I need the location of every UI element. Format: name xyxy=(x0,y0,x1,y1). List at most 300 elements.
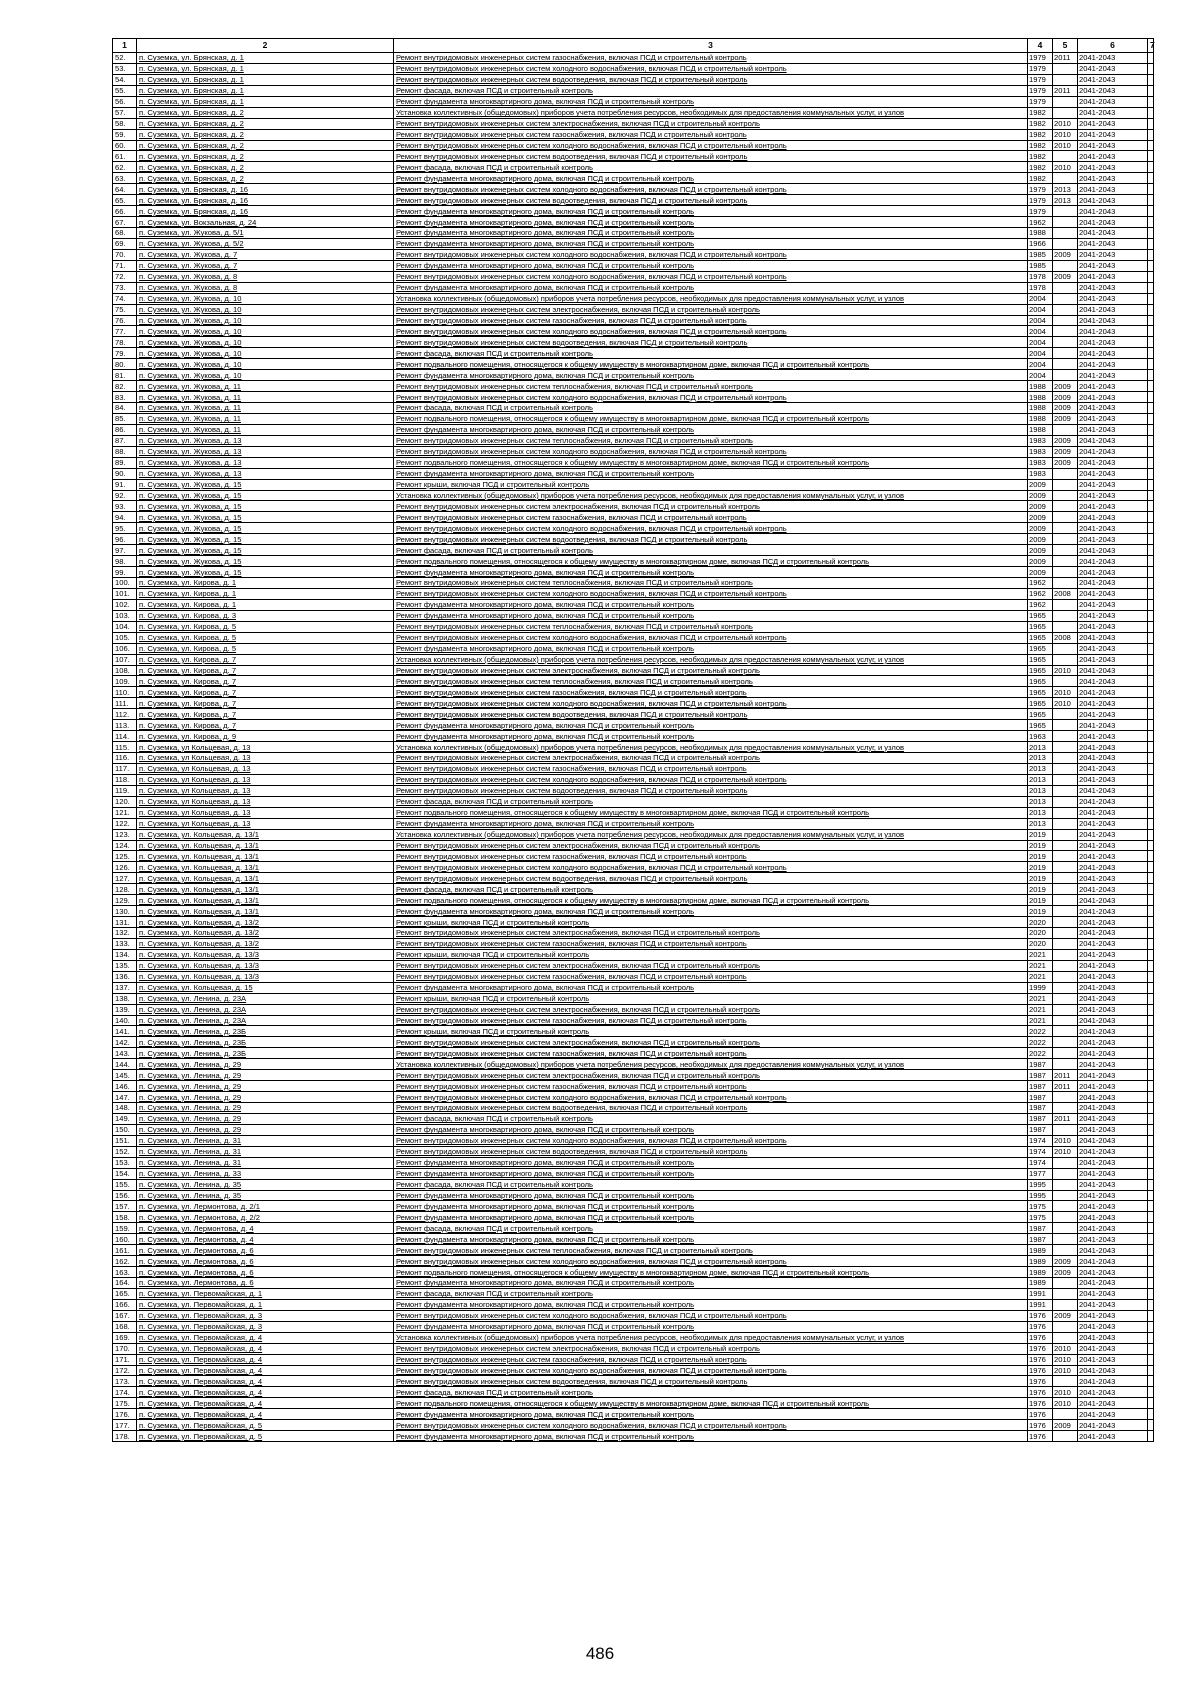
address-cell: п. Суземка, ул. Кольцевая, д. 13/1 xyxy=(137,895,394,906)
table-row xyxy=(113,993,1154,1004)
row-number-cell: 63. xyxy=(113,173,137,184)
extra-cell-cell xyxy=(1148,96,1154,107)
planned-period-cell: 2041-2043 xyxy=(1078,1278,1148,1289)
address-cell: п. Суземка, ул. Первомайская, д. 4 xyxy=(137,1409,394,1420)
work-type-cell: Ремонт подвального помещения, относящегося к общему имуществу в многоквартирном доме, включая ПСД и строительный контроль xyxy=(394,1398,1028,1409)
table-row xyxy=(113,424,1154,435)
planned-period-cell: 2041-2043 xyxy=(1078,1059,1148,1070)
table-row xyxy=(113,1201,1154,1212)
extra-cell-cell xyxy=(1148,337,1154,348)
table-row xyxy=(113,753,1154,764)
table-row xyxy=(113,413,1154,424)
table-row xyxy=(113,1004,1154,1015)
row-number-cell: 177. xyxy=(113,1420,137,1431)
year-built-cell: 2013 xyxy=(1028,818,1053,829)
work-type-cell: Ремонт внутридомовых инженерных систем водоотведения, включая ПСД и строительный контроль xyxy=(394,1146,1028,1157)
planned-period-cell: 2041-2043 xyxy=(1078,228,1148,239)
extra-cell-cell xyxy=(1148,1179,1154,1190)
address-cell: п. Суземка, ул. Первомайская, д. 4 xyxy=(137,1354,394,1365)
table-row xyxy=(113,392,1154,403)
work-type-cell: Ремонт фундамента многоквартирного дома, включая ПСД и строительный контроль xyxy=(394,370,1028,381)
work-type-cell: Установка коллективных (общедомовых) приборов учета потребления ресурсов, необходимых для предоставления коммунальных услуг, и узлов xyxy=(394,293,1028,304)
planned-period-cell: 2041-2043 xyxy=(1078,1387,1148,1398)
planned-period-cell: 2041-2043 xyxy=(1078,1332,1148,1343)
address-cell: п. Суземка, ул. Ленина, д. 31 xyxy=(137,1135,394,1146)
address-cell: п. Суземка, ул. Ленина, д. 23А xyxy=(137,1015,394,1026)
year-built-cell: 1987 xyxy=(1028,1070,1053,1081)
row-number-cell: 150. xyxy=(113,1124,137,1135)
table-row xyxy=(113,632,1154,643)
year-last-repair-cell xyxy=(1053,851,1078,862)
row-number-cell: 104. xyxy=(113,621,137,632)
year-last-repair-cell: 2009 xyxy=(1053,1310,1078,1321)
row-number-cell: 67. xyxy=(113,217,137,228)
extra-cell-cell xyxy=(1148,293,1154,304)
year-built-cell: 2019 xyxy=(1028,884,1053,895)
year-built-cell: 1976 xyxy=(1028,1321,1053,1332)
planned-period-cell: 2041-2043 xyxy=(1078,435,1148,446)
row-number-cell: 131. xyxy=(113,917,137,928)
planned-period-cell: 2041-2043 xyxy=(1078,1168,1148,1179)
work-type-cell: Ремонт фундамента многоквартирного дома, включая ПСД и строительный контроль xyxy=(394,610,1028,621)
year-last-repair-cell: 2010 xyxy=(1053,1387,1078,1398)
table-row xyxy=(113,479,1154,490)
year-built-cell: 1985 xyxy=(1028,260,1053,271)
address-cell: п. Суземка, ул. Кольцевая, д. 13/2 xyxy=(137,938,394,949)
address-cell: п. Суземка, ул. Жукова, д. 11 xyxy=(137,381,394,392)
table-row xyxy=(113,1387,1154,1398)
address-cell: п. Суземка, ул. Жукова, д. 11 xyxy=(137,413,394,424)
work-type-cell: Установка коллективных (общедомовых) приборов учета потребления ресурсов, необходимых для предоставления коммунальных услуг, и узлов xyxy=(394,1059,1028,1070)
table-row xyxy=(113,643,1154,654)
extra-cell-cell xyxy=(1148,359,1154,370)
row-number-cell: 65. xyxy=(113,195,137,206)
extra-cell-cell xyxy=(1148,906,1154,917)
year-last-repair-cell xyxy=(1053,949,1078,960)
work-type-cell: Установка коллективных (общедомовых) приборов учета потребления ресурсов, необходимых для предоставления коммунальных услуг, и узлов xyxy=(394,1332,1028,1343)
year-last-repair-cell xyxy=(1053,370,1078,381)
extra-cell-cell xyxy=(1148,785,1154,796)
table-row xyxy=(113,1376,1154,1387)
address-cell: п. Суземка, ул. Жукова, д. 13 xyxy=(137,446,394,457)
year-built-cell: 2019 xyxy=(1028,862,1053,873)
extra-cell-cell xyxy=(1148,588,1154,599)
planned-period-cell: 2041-2043 xyxy=(1078,1015,1148,1026)
address-cell: п. Суземка, ул. Кирова, д. 7 xyxy=(137,654,394,665)
year-built-cell: 1989 xyxy=(1028,1278,1053,1289)
table-header-row xyxy=(113,39,1154,53)
year-built-cell: 2009 xyxy=(1028,534,1053,545)
work-type-cell: Ремонт фундамента многоквартирного дома, включая ПСД и строительный контроль xyxy=(394,217,1028,228)
year-built-cell: 2009 xyxy=(1028,556,1053,567)
planned-period-cell: 2041-2043 xyxy=(1078,381,1148,392)
table-row xyxy=(113,1135,1154,1146)
year-built-cell: 1965 xyxy=(1028,610,1053,621)
row-number-cell: 86. xyxy=(113,424,137,435)
year-built-cell: 2020 xyxy=(1028,928,1053,939)
extra-cell-cell xyxy=(1148,1245,1154,1256)
planned-period-cell: 2041-2043 xyxy=(1078,687,1148,698)
row-number-cell: 175. xyxy=(113,1398,137,1409)
extra-cell-cell xyxy=(1148,1234,1154,1245)
work-type-cell: Ремонт фундамента многоквартирного дома, включая ПСД и строительный контроль xyxy=(394,1157,1028,1168)
year-built-cell: 2004 xyxy=(1028,293,1053,304)
table-row xyxy=(113,1431,1154,1442)
extra-cell-cell xyxy=(1148,348,1154,359)
address-cell: п. Суземка, ул Кольцевая, д. 13 xyxy=(137,796,394,807)
header-col-5: 5 xyxy=(1053,39,1078,53)
row-number-cell: 80. xyxy=(113,359,137,370)
planned-period-cell: 2041-2043 xyxy=(1078,665,1148,676)
year-built-cell: 1988 xyxy=(1028,403,1053,414)
extra-cell-cell xyxy=(1148,424,1154,435)
row-number-cell: 101. xyxy=(113,588,137,599)
planned-period-cell: 2041-2043 xyxy=(1078,567,1148,578)
year-last-repair-cell: 2009 xyxy=(1053,457,1078,468)
address-cell: п. Суземка, ул. Брянская, д. 16 xyxy=(137,195,394,206)
extra-cell-cell xyxy=(1148,228,1154,239)
extra-cell-cell xyxy=(1148,698,1154,709)
table-row xyxy=(113,1256,1154,1267)
year-last-repair-cell xyxy=(1053,359,1078,370)
table-row xyxy=(113,1245,1154,1256)
row-number-cell: 163. xyxy=(113,1267,137,1278)
planned-period-cell: 2041-2043 xyxy=(1078,578,1148,589)
table-row xyxy=(113,1168,1154,1179)
year-built-cell: 1991 xyxy=(1028,1299,1053,1310)
year-built-cell: 1999 xyxy=(1028,982,1053,993)
row-number-cell: 105. xyxy=(113,632,137,643)
extra-cell-cell xyxy=(1148,392,1154,403)
work-type-cell: Ремонт внутридомовых инженерных систем электроснабжения, включая ПСД и строительный контроль xyxy=(394,304,1028,315)
work-type-cell: Ремонт внутридомовых инженерных систем холодного водоснабжения, включая ПСД и строительный контроль xyxy=(394,862,1028,873)
year-last-repair-cell xyxy=(1053,545,1078,556)
extra-cell-cell xyxy=(1148,435,1154,446)
row-number-cell: 52. xyxy=(113,53,137,64)
work-type-cell: Ремонт фундамента многоквартирного дома, включая ПСД и строительный контроль xyxy=(394,238,1028,249)
work-type-cell: Ремонт внутридомовых инженерных систем газоснабжения, включая ПСД и строительный контроль xyxy=(394,1354,1028,1365)
year-built-cell: 1988 xyxy=(1028,413,1053,424)
year-last-repair-cell: 2011 xyxy=(1053,1081,1078,1092)
work-type-cell: Ремонт внутридомовых инженерных систем теплоснабжения, включая ПСД и строительный контроль xyxy=(394,621,1028,632)
planned-period-cell: 2041-2043 xyxy=(1078,501,1148,512)
year-built-cell: 1975 xyxy=(1028,1201,1053,1212)
work-type-cell: Ремонт внутридомовых инженерных систем холодного водоснабжения, включая ПСД и строительный контроль xyxy=(394,140,1028,151)
header-col-6: 6 xyxy=(1078,39,1148,53)
address-cell: п. Суземка, ул. Ленина, д. 29 xyxy=(137,1124,394,1135)
address-cell: п. Суземка, ул. Брянская, д. 1 xyxy=(137,63,394,74)
year-built-cell: 1979 xyxy=(1028,184,1053,195)
table-row xyxy=(113,621,1154,632)
work-type-cell: Ремонт фундамента многоквартирного дома, включая ПСД и строительный контроль xyxy=(394,567,1028,578)
year-last-repair-cell: 2010 xyxy=(1053,665,1078,676)
planned-period-cell: 2041-2043 xyxy=(1078,173,1148,184)
work-type-cell: Ремонт фасада, включая ПСД и строительный контроль xyxy=(394,1179,1028,1190)
row-number-cell: 97. xyxy=(113,545,137,556)
table-row xyxy=(113,599,1154,610)
address-cell: п. Суземка, ул. Вокзальная, д. 24 xyxy=(137,217,394,228)
table-row xyxy=(113,1409,1154,1420)
row-number-cell: 137. xyxy=(113,982,137,993)
table-row xyxy=(113,971,1154,982)
planned-period-cell: 2041-2043 xyxy=(1078,720,1148,731)
work-type-cell: Ремонт внутридомовых инженерных систем газоснабжения, включая ПСД и строительный контроль xyxy=(394,687,1028,698)
row-number-cell: 75. xyxy=(113,304,137,315)
work-type-cell: Ремонт внутридомовых инженерных систем водоотведения, включая ПСД и строительный контроль xyxy=(394,195,1028,206)
year-built-cell: 1974 xyxy=(1028,1146,1053,1157)
planned-period-cell: 2041-2043 xyxy=(1078,392,1148,403)
work-type-cell: Ремонт фасада, включая ПСД и строительный контроль xyxy=(394,1113,1028,1124)
year-built-cell: 1982 xyxy=(1028,173,1053,184)
extra-cell-cell xyxy=(1148,129,1154,140)
planned-period-cell: 2041-2043 xyxy=(1078,359,1148,370)
planned-period-cell: 2041-2043 xyxy=(1078,556,1148,567)
table-row xyxy=(113,53,1154,64)
table-row xyxy=(113,818,1154,829)
planned-period-cell: 2041-2043 xyxy=(1078,632,1148,643)
work-type-cell: Ремонт внутридомовых инженерных систем холодного водоснабжения, включая ПСД и строительный контроль xyxy=(394,698,1028,709)
table-row xyxy=(113,665,1154,676)
planned-period-cell: 2041-2043 xyxy=(1078,304,1148,315)
extra-cell-cell xyxy=(1148,326,1154,337)
table-row xyxy=(113,359,1154,370)
planned-period-cell: 2041-2043 xyxy=(1078,1048,1148,1059)
row-number-cell: 72. xyxy=(113,271,137,282)
address-cell: п. Суземка, ул. Ленина, д. 23Б xyxy=(137,1037,394,1048)
address-cell: п. Суземка, ул. Жукова, д. 5/2 xyxy=(137,238,394,249)
year-last-repair-cell xyxy=(1053,556,1078,567)
extra-cell-cell xyxy=(1148,873,1154,884)
row-number-cell: 138. xyxy=(113,993,137,1004)
extra-cell-cell xyxy=(1148,753,1154,764)
work-type-cell: Ремонт подвального помещения, относящегося к общему имуществу в многоквартирном доме, включая ПСД и строительный контроль xyxy=(394,413,1028,424)
row-number-cell: 70. xyxy=(113,249,137,260)
work-type-cell: Ремонт внутридомовых инженерных систем холодного водоснабжения, включая ПСД и строительный контроль xyxy=(394,271,1028,282)
row-number-cell: 57. xyxy=(113,107,137,118)
year-last-repair-cell: 2010 xyxy=(1053,1398,1078,1409)
year-built-cell: 1976 xyxy=(1028,1343,1053,1354)
planned-period-cell: 2041-2043 xyxy=(1078,545,1148,556)
extra-cell-cell xyxy=(1148,512,1154,523)
row-number-cell: 93. xyxy=(113,501,137,512)
extra-cell-cell xyxy=(1148,665,1154,676)
row-number-cell: 73. xyxy=(113,282,137,293)
extra-cell-cell xyxy=(1148,1201,1154,1212)
planned-period-cell: 2041-2043 xyxy=(1078,217,1148,228)
row-number-cell: 54. xyxy=(113,74,137,85)
work-type-cell: Ремонт внутридомовых инженерных систем холодного водоснабжения, включая ПСД и строительный контроль xyxy=(394,184,1028,195)
extra-cell-cell xyxy=(1148,282,1154,293)
row-number-cell: 116. xyxy=(113,753,137,764)
year-built-cell: 1988 xyxy=(1028,228,1053,239)
work-type-cell: Ремонт фасада, включая ПСД и строительный контроль xyxy=(394,796,1028,807)
extra-cell-cell xyxy=(1148,140,1154,151)
year-last-repair-cell xyxy=(1053,304,1078,315)
year-last-repair-cell xyxy=(1053,479,1078,490)
planned-period-cell: 2041-2043 xyxy=(1078,774,1148,785)
work-type-cell: Ремонт внутридомовых инженерных систем теплоснабжения, включая ПСД и строительный контроль xyxy=(394,381,1028,392)
year-last-repair-cell: 2009 xyxy=(1053,446,1078,457)
row-number-cell: 178. xyxy=(113,1431,137,1442)
address-cell: п. Суземка, ул. Жукова, д. 10 xyxy=(137,359,394,370)
extra-cell-cell xyxy=(1148,545,1154,556)
table-row xyxy=(113,567,1154,578)
year-last-repair-cell xyxy=(1053,107,1078,118)
year-last-repair-cell xyxy=(1053,938,1078,949)
year-built-cell: 1979 xyxy=(1028,53,1053,64)
year-last-repair-cell: 2011 xyxy=(1053,1070,1078,1081)
table-row xyxy=(113,162,1154,173)
year-last-repair-cell xyxy=(1053,993,1078,1004)
planned-period-cell: 2041-2043 xyxy=(1078,348,1148,359)
extra-cell-cell xyxy=(1148,1310,1154,1321)
extra-cell-cell xyxy=(1148,206,1154,217)
year-last-repair-cell xyxy=(1053,578,1078,589)
extra-cell-cell xyxy=(1148,862,1154,873)
year-built-cell: 1965 xyxy=(1028,720,1053,731)
address-cell: п. Суземка, ул. Брянская, д. 1 xyxy=(137,74,394,85)
table-row xyxy=(113,895,1154,906)
work-type-cell: Ремонт подвального помещения, относящегося к общему имуществу в многоквартирном доме, включая ПСД и строительный контроль xyxy=(394,556,1028,567)
planned-period-cell: 2041-2043 xyxy=(1078,1179,1148,1190)
extra-cell-cell xyxy=(1148,370,1154,381)
row-number-cell: 153. xyxy=(113,1157,137,1168)
row-number-cell: 102. xyxy=(113,599,137,610)
year-built-cell: 2021 xyxy=(1028,993,1053,1004)
row-number-cell: 162. xyxy=(113,1256,137,1267)
planned-period-cell: 2041-2043 xyxy=(1078,654,1148,665)
work-type-cell: Ремонт фундамента многоквартирного дома, включая ПСД и строительный контроль xyxy=(394,1409,1028,1420)
extra-cell-cell xyxy=(1148,1135,1154,1146)
table-row xyxy=(113,774,1154,785)
planned-period-cell: 2041-2043 xyxy=(1078,1103,1148,1114)
row-number-cell: 90. xyxy=(113,468,137,479)
table-row xyxy=(113,184,1154,195)
extra-cell-cell xyxy=(1148,490,1154,501)
extra-cell-cell xyxy=(1148,884,1154,895)
planned-period-cell: 2041-2043 xyxy=(1078,140,1148,151)
work-type-cell: Ремонт внутридомовых инженерных систем теплоснабжения, включая ПСД и строительный контроль xyxy=(394,676,1028,687)
year-last-repair-cell: 2011 xyxy=(1053,53,1078,64)
year-built-cell: 2009 xyxy=(1028,567,1053,578)
table-row xyxy=(113,348,1154,359)
table-row xyxy=(113,1420,1154,1431)
work-type-cell: Ремонт фасада, включая ПСД и строительный контроль xyxy=(394,545,1028,556)
row-number-cell: 87. xyxy=(113,435,137,446)
work-type-cell: Ремонт фундамента многоквартирного дома, включая ПСД и строительный контроль xyxy=(394,720,1028,731)
year-built-cell: 1962 xyxy=(1028,599,1053,610)
year-built-cell: 2020 xyxy=(1028,917,1053,928)
row-number-cell: 136. xyxy=(113,971,137,982)
year-built-cell: 2022 xyxy=(1028,1048,1053,1059)
table-row xyxy=(113,1234,1154,1245)
year-built-cell: 1995 xyxy=(1028,1179,1053,1190)
address-cell: п. Суземка, ул. Кольцевая, д. 13/3 xyxy=(137,960,394,971)
year-built-cell: 1965 xyxy=(1028,621,1053,632)
planned-period-cell: 2041-2043 xyxy=(1078,906,1148,917)
table-row xyxy=(113,381,1154,392)
table-row xyxy=(113,1059,1154,1070)
address-cell: п. Суземка, ул. Лермонтова, д. 4 xyxy=(137,1223,394,1234)
work-type-cell: Ремонт внутридомовых инженерных систем газоснабжения, включая ПСД и строительный контроль xyxy=(394,1015,1028,1026)
row-number-cell: 111. xyxy=(113,698,137,709)
planned-period-cell: 2041-2043 xyxy=(1078,862,1148,873)
extra-cell-cell xyxy=(1148,621,1154,632)
table-row xyxy=(113,315,1154,326)
work-type-cell: Ремонт внутридомовых инженерных систем теплоснабжения, включая ПСД и строительный контроль xyxy=(394,578,1028,589)
year-built-cell: 1965 xyxy=(1028,643,1053,654)
table-row xyxy=(113,545,1154,556)
extra-cell-cell xyxy=(1148,895,1154,906)
year-last-repair-cell xyxy=(1053,501,1078,512)
table-row xyxy=(113,151,1154,162)
header-col-1: 1 xyxy=(113,39,137,53)
extra-cell-cell xyxy=(1148,1256,1154,1267)
work-type-cell: Ремонт внутридомовых инженерных систем электроснабжения, включая ПСД и строительный контроль xyxy=(394,665,1028,676)
work-type-cell: Ремонт фасада, включая ПСД и строительный контроль xyxy=(394,1223,1028,1234)
row-number-cell: 171. xyxy=(113,1354,137,1365)
year-last-repair-cell xyxy=(1053,731,1078,742)
address-cell: п. Суземка, ул. Кирова, д. 7 xyxy=(137,720,394,731)
table-row xyxy=(113,851,1154,862)
year-built-cell: 1983 xyxy=(1028,446,1053,457)
address-cell: п. Суземка, ул. Брянская, д. 16 xyxy=(137,206,394,217)
planned-period-cell: 2041-2043 xyxy=(1078,818,1148,829)
row-number-cell: 165. xyxy=(113,1288,137,1299)
planned-period-cell: 2041-2043 xyxy=(1078,1212,1148,1223)
work-type-cell: Ремонт внутридомовых инженерных систем газоснабжения, включая ПСД и строительный контроль xyxy=(394,938,1028,949)
address-cell: п. Суземка, ул Кольцевая, д. 13 xyxy=(137,763,394,774)
address-cell: п. Суземка, ул. Жукова, д. 7 xyxy=(137,249,394,260)
work-type-cell: Ремонт фундамента многоквартирного дома, включая ПСД и строительный контроль xyxy=(394,468,1028,479)
year-last-repair-cell xyxy=(1053,206,1078,217)
extra-cell-cell xyxy=(1148,1037,1154,1048)
year-built-cell: 1962 xyxy=(1028,578,1053,589)
work-type-cell: Ремонт внутридомовых инженерных систем газоснабжения, включая ПСД и строительный контроль xyxy=(394,1081,1028,1092)
year-built-cell: 1962 xyxy=(1028,588,1053,599)
extra-cell-cell xyxy=(1148,1059,1154,1070)
work-type-cell: Ремонт фундамента многоквартирного дома, включая ПСД и строительный контроль xyxy=(394,1431,1028,1442)
address-cell: п. Суземка, ул. Брянская, д. 2 xyxy=(137,173,394,184)
address-cell: п. Суземка, ул. Жукова, д. 15 xyxy=(137,523,394,534)
planned-period-cell: 2041-2043 xyxy=(1078,118,1148,129)
address-cell: п. Суземка, ул. Кирова, д. 7 xyxy=(137,676,394,687)
extra-cell-cell xyxy=(1148,1026,1154,1037)
year-last-repair-cell xyxy=(1053,610,1078,621)
table-row xyxy=(113,917,1154,928)
planned-period-cell: 2041-2043 xyxy=(1078,129,1148,140)
table-row xyxy=(113,1103,1154,1114)
year-last-repair-cell xyxy=(1053,1201,1078,1212)
table-row xyxy=(113,610,1154,621)
work-type-cell: Ремонт фундамента многоквартирного дома, включая ПСД и строительный контроль xyxy=(394,818,1028,829)
address-cell: п. Суземка, ул. Ленина, д. 35 xyxy=(137,1190,394,1201)
year-last-repair-cell xyxy=(1053,1124,1078,1135)
extra-cell-cell xyxy=(1148,1278,1154,1289)
table-row xyxy=(113,370,1154,381)
table-row xyxy=(113,271,1154,282)
work-type-cell: Ремонт внутридомовых инженерных систем водоотведения, включая ПСД и строительный контроль xyxy=(394,709,1028,720)
year-built-cell: 2013 xyxy=(1028,807,1053,818)
year-last-repair-cell: 2010 xyxy=(1053,140,1078,151)
year-built-cell: 1989 xyxy=(1028,1256,1053,1267)
planned-period-cell: 2041-2043 xyxy=(1078,1081,1148,1092)
year-built-cell: 1976 xyxy=(1028,1431,1053,1442)
extra-cell-cell xyxy=(1148,1299,1154,1310)
year-last-repair-cell xyxy=(1053,621,1078,632)
table-row xyxy=(113,534,1154,545)
planned-period-cell: 2041-2043 xyxy=(1078,698,1148,709)
